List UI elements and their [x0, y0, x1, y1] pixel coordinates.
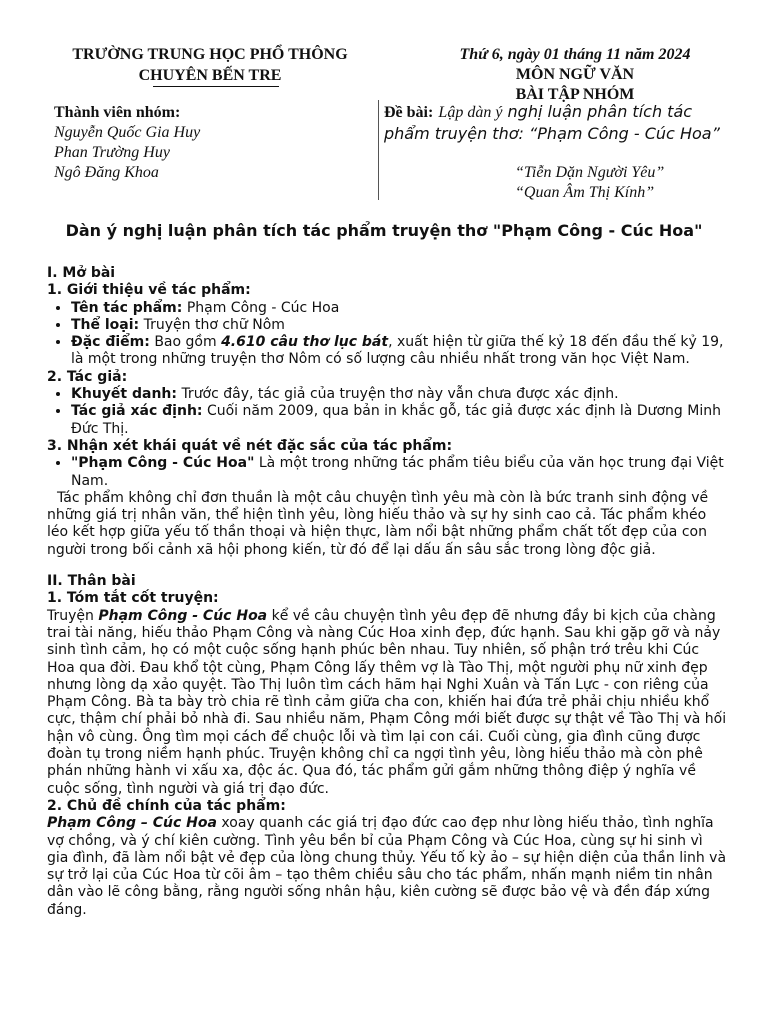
subsection-heading: 1. Tóm tắt cốt truyện: — [47, 590, 219, 607]
list-item: • "Phạm Công - Cúc Hoa" Là một trong những tác phẩm tiêu biểu của văn học trung đại Việt Nam. — [71, 455, 727, 490]
list-item: • Tác giả xác định: Cuối năm 2009, qua bản in khắc gỗ, tác giả được xác định là Dương Minh Đức Thị. — [71, 403, 727, 438]
document-date: Thứ 6, ngày 01 tháng 11 năm 2024 — [459, 46, 691, 63]
task-text: nghị luận phân tích tác phẩm truyện thơ: “Phạm Công - Cúc Hoa” — [384, 102, 720, 143]
subsection-heading: 2. Tác giả: — [47, 368, 128, 385]
list-item: • Thể loại: Truyện thơ chữ Nôm — [71, 317, 727, 334]
subject-block — [400, 65, 750, 105]
list-item: • Khuyết danh: Trước đây, tác giả của truyện thơ này vẫn chưa được xác định. — [71, 386, 727, 403]
task-lead: Lập dàn ý — [438, 104, 503, 121]
other-work-title: “Quan Âm Thị Kính” — [515, 184, 655, 201]
member-name: Nguyễn Quốc Gia Huy — [54, 124, 201, 141]
section-heading: II. Thân bài — [47, 573, 136, 590]
paragraph: Truyện Phạm Công - Cúc Hoa kể về câu chuyện tình yêu đẹp đẽ nhưng đầy bi kịch của chàng trai tài năng, hiếu thảo Phạm Công và nàng Cúc Hoa xinh đẹp, đức hạnh. Sau khi gặp gỡ và nảy sinh tình cảm, họ có một cuộc sống hạnh phúc bên nhau. Tuy nhiên, số phận trớ trêu khi Cúc Hoa qua đời. Đau khổ tột cùng, Phạm Công lấy thêm vợ là Tào Thị, một người phụ nữ xinh đẹp nhưng lòng dạ xảo quyệt. Tào Thị luôn tìm cách hãm hại Nghi Xuân và Tấn Lực - con riêng của Phạm Công. Bà ta bày trò chia rẽ tình cảm giữa cha con, khiến hai đứa trẻ phải chịu nhiều khổ cực, thậm chí phải bỏ nhà đi. Sau nhiều năm, Phạm Công mới biết được sự thật về Tào Thị và hối hận vô cùng. Ông tìm mọi cách để chuộc lỗi và tìm lại con cái. Cuối cùng, gia đình cũng được đoàn tụ trong niềm hạnh phúc. Truyện không chỉ ca ngợi tình yêu, lòng hiếu thảo mà còn phê phán những hành vi xấu xa, độc ác. Qua đó, tác phẩm gửi gắm những thông điệp ý nghĩa về cuộc sống, tình người và giá trị đạo đức. — [47, 607, 727, 797]
list-item: • Đặc điểm: Bao gồm 4.610 câu thơ lục bát, xuất hiện từ giữa thế kỷ 18 đến đầu thế kỷ 19, là một trong những truyện thơ Nôm có số lượng câu nhiều nhất trong văn học Việt Nam. — [71, 334, 727, 369]
document-content — [47, 265, 727, 919]
member-name: Phan Trường Huy — [54, 144, 170, 161]
subject-name: MÔN NGỮ VĂN — [515, 66, 635, 83]
paragraph: Phạm Công – Cúc Hoa xoay quanh các giá trị đạo đức cao đẹp như lòng hiếu thảo, tình nghĩa vợ chồng, và ý chí kiên cường. Tình yêu bền bỉ của Phạm Công và Cúc Hoa, cùng sự hi sinh vì gia đình, đã làm nổi bật vẻ đẹp của lòng chung thủy. Yếu tố kỳ ảo – sự hiện diện của thần linh và sự trở lại của Cúc Hoa từ cõi âm – tạo thêm chiều sâu cho tác phẩm, nhấn mạnh niềm tin nhân dân vào lẽ công bằng, rằng người sống nhân hậu, kiên cường sẽ được bảo vệ và đền đáp xứng đáng. — [47, 815, 727, 918]
document-title: Dàn ý nghị luận phân tích tác phẩm truyện thơ "Phạm Công - Cúc Hoa" — [65, 221, 703, 240]
members-label: Thành viên nhóm: — [54, 104, 181, 121]
list-item: • Tên tác phẩm: Phạm Công - Cúc Hoa — [71, 300, 727, 317]
task-label: Đề bài: — [384, 104, 434, 121]
task-block — [384, 101, 729, 144]
school-underline — [153, 86, 279, 87]
subsection-heading: 2. Chủ đề chính của tác phẩm: — [47, 797, 286, 814]
bullet-list — [47, 300, 727, 369]
subsection-heading: 1. Giới thiệu về tác phẩm: — [47, 282, 251, 299]
paragraph: Tác phẩm không chỉ đơn thuần là một câu chuyện tình yêu mà còn là bức tranh sinh động về những giá trị nhân văn, thể hiện tình yêu, lòng hiếu thảo và sự hy sinh cao cả. Tác phẩm khéo léo kết hợp giữa yếu tố thần thoại và hiện thực, làm nổi bật những phẩm chất tốt đẹp của con người trong bối cảnh xã hội phong kiến, từ đó để lại dấu ấn sâu sắc trong lòng độc giả. — [47, 489, 709, 558]
other-works — [515, 163, 755, 203]
section-heading: I. Mở bài — [47, 265, 116, 281]
other-work-title: “Tiễn Dặn Người Yêu” — [515, 164, 665, 181]
assignment-type: BÀI TẬP NHÓM — [515, 86, 635, 103]
bullet-list — [47, 386, 727, 438]
member-name: Ngô Đăng Khoa — [54, 164, 159, 181]
header-divider — [378, 100, 379, 200]
members-block — [54, 103, 374, 183]
school-name: TRƯỜNG TRUNG HỌC PHỔ THÔNG CHUYÊN BẾN TRE — [72, 46, 348, 84]
section-gap — [47, 559, 727, 573]
bullet-list — [47, 455, 727, 490]
subsection-heading: 3. Nhận xét khái quát về nét đặc sắc của tác phẩm: — [47, 437, 453, 454]
